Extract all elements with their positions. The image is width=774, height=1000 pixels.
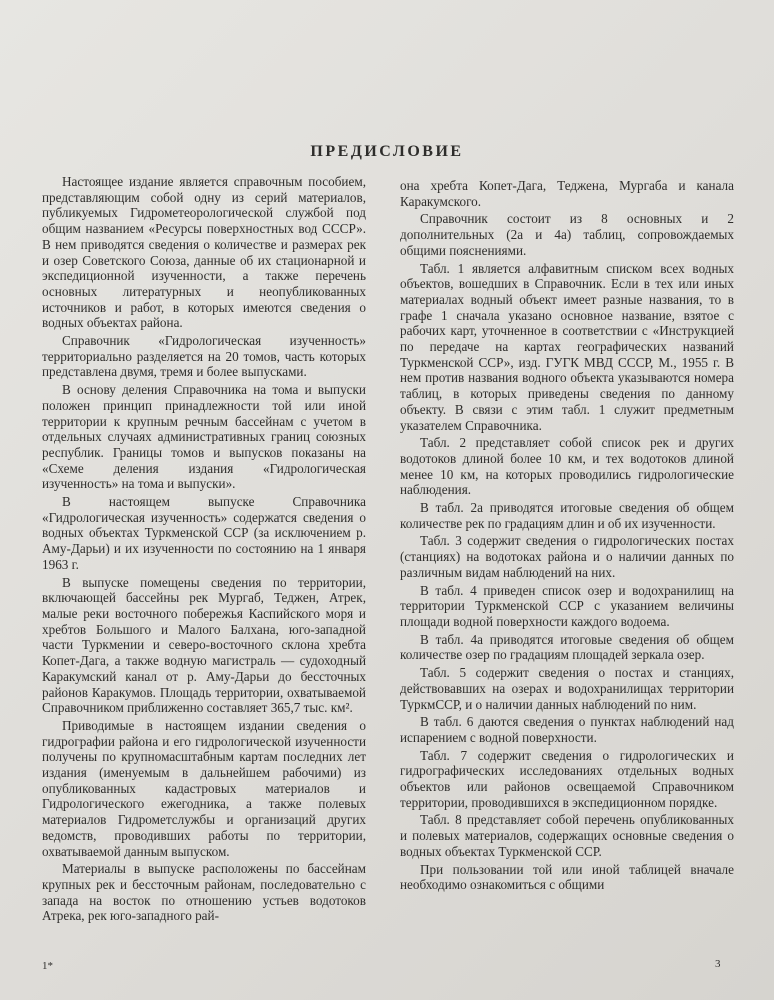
paragraph: Справочник «Гидрологическая изученность» территориально разделяется на 20 томов, часть которых представлена двумя, тремя и более выпусками. <box>42 333 366 380</box>
left-column <box>42 174 366 926</box>
paragraph: Материалы в выпуске расположены по бассейнам крупных рек и бессточным районам, последовательно с запада на восток по отношению устьев водотоков Атрека, рек юго-западного рай- <box>42 861 366 924</box>
page-number: 3 <box>715 958 721 970</box>
paragraph: В табл. 6 даются сведения о пунктах наблюдений над испарением с водной поверхности. <box>400 714 734 745</box>
paragraph: Табл. 2 представляет собой список рек и других водотоков длиной более 10 км, и тех водотоков длиной менее 10 км, на которых проводились гидрологические наблюдения. <box>400 435 734 498</box>
paragraph: Табл. 5 содержит сведения о постах и станциях, действовавших на озерах и водохранилищах территории ТуркмССР, и о наличии данных наблюдений по ним. <box>400 665 734 712</box>
sheet-signature: 1* <box>42 960 53 972</box>
paragraph: При пользовании той или иной таблицей вначале необходимо ознакомиться с общими <box>400 861 734 893</box>
paragraph: Табл. 8 представляет собой перечень опубликованных и полевых материалов, содержащих основные сведения о водных объектах Туркменской ССР. <box>400 812 734 859</box>
paragraph: В основу деления Справочника на тома и выпуски положен принцип принадлежности той или иной территории к крупным речным бассейнам с учетом в отдельных случаях административных границ союзных республик. Границы томов и выпусков показаны на «Схеме деления издания «Гидрологическая изученность» на тома и выпуски». <box>42 382 366 492</box>
paragraph: Справочник состоит из 8 основных и 2 дополнительных (2а и 4а) таблиц, сопровождаемых общими пояснениями. <box>400 211 734 258</box>
right-column <box>400 178 734 895</box>
paragraph: В выпуске помещены сведения по территории, включающей бассейны рек Мургаб, Теджен, Атрек, малые реки восточного побережья Каспийского моря и хребтов Большого и Малого Балхана, юго-западной части Туркмении и северо-восточного склона хребта Копет-Дага, а также водную магистраль — судоходный Каракумский канал от р. Аму-Дарьи до бессточных районов Каракумов. Площадь территории, охватываемой Справочником приближенно составляет 365,7 тыс. км². <box>42 574 366 716</box>
page-title: ПРЕДИСЛОВИЕ <box>310 143 464 160</box>
paragraph: Табл. 3 содержит сведения о гидрологических постах (станциях) на водотоках района и о наличии данных по различным видам наблюдений на них. <box>400 533 734 580</box>
paragraph: В табл. 4 приведен список озер и водохранилищ на территории Туркменской ССР с указанием величины площади водной поверхности каждого водоема. <box>400 582 734 629</box>
paragraph: В настоящем выпуске Справочника «Гидрологическая изученность» содержатся сведения о водных объектах Туркменской ССР (за исключением р. Аму-Дарьи) и их изученности по состоянию на 1 января 1963 г. <box>42 494 366 572</box>
paragraph: Приводимые в настоящем издании сведения о гидрографии района и его гидрологической изученности получены по крупномасштабным картам последних лет издания (именуемым в дальнейшем рабочими) из опубликованных кадастровых материалов и Гидрологического ежегодника, а также полевых материалов Гидрометслужбы и организаций других ведомств, проводивших работы по территории, охватываемой данным выпуском. <box>42 717 366 859</box>
paragraph: Табл. 1 является алфавитным списком всех водных объектов, вошедших в Справочник. Если в тех или иных материалах водный объект имеет разные названия, то в графе 1 сначала указано основное название, взятое с рабочих карт, уточненное в соответствии с «Инструкцией по передаче на картах географических названий Туркменской ССР», изд. ГУГК МВД СССР, М., 1955 г. В нем против названия водного объекта указываются номера таблиц, в которых приведены сведения по данному объекту. В связи с этим табл. 1 служит предметным указателем Справочника. <box>400 260 734 433</box>
paragraph: Настоящее издание является справочным пособием, представляющим собой одну из серий материалов, публикуемых Гидрометеорологической службой под общим названием «Ресурсы поверхностных вод СССР». В нем приводятся сведения о количестве и размерах рек и озер Советского Союза, данные об их стационарной и экспедиционной изученности, а также перечень основных литературных и неопубликованных источников и работ, в которых имеются сведения о водных объектах района. <box>42 174 366 331</box>
paragraph: Табл. 7 содержит сведения о гидрологических и гидрографических исследованиях отдельных водных объектов или районов освещаемой Справочником территории, проводившихся в экспедиционном порядке. <box>400 747 734 810</box>
paragraph-continuation: она хребта Копет-Дага, Теджена, Мургаба и канала Каракумского. <box>400 178 734 209</box>
paragraph: В табл. 4а приводятся итоговые сведения об общем количестве озер по градациям площадей зеркала озер. <box>400 631 734 663</box>
paragraph: В табл. 2а приводятся итоговые сведения об общем количестве рек по градациям длин и об их изученности. <box>400 500 734 531</box>
